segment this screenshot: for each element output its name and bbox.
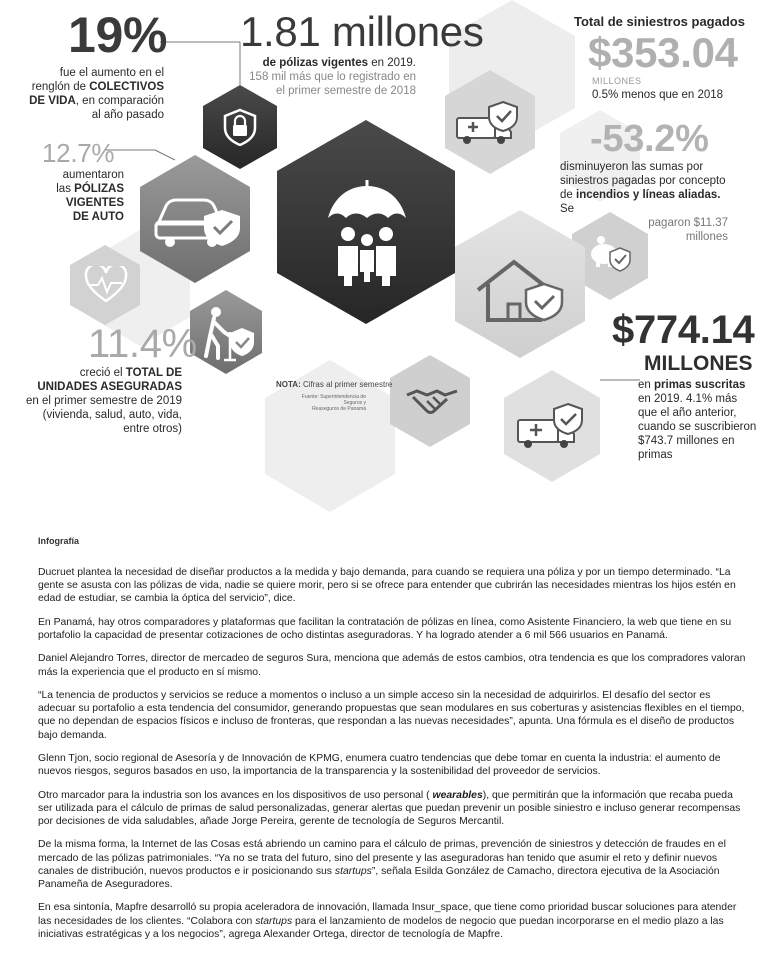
paragraph: Daniel Alejandro Torres, director de mercadeo de seguros Sura, menciona que además de estos cambios, otra tendencia es que los compradores valoran más la experiencia que el producto en sí mismo.	[38, 653, 746, 678]
stat-units-description	[20, 366, 182, 436]
stat-fire-description	[560, 160, 728, 244]
paragraph: “La tenencia de productos y servicios se reduce a momentos o incluso a un simple acceso sin la necesidad de adquirirlos. El desafío del sector es adecuar su portafolio a esta tendencia del consumidor, generando propuestas que sean modulares en sus coberturas y asistencias flexibles en el tiempo, que no dependan de espacios físicos e incluso de fronteras, que respondan a las nuevas necesidades”, apunta. Una fórmula es el diseño de productos bajo demanda.	[38, 689, 745, 741]
stat-fire-line: disminuyeron las sumas por	[560, 161, 704, 173]
note-source	[282, 394, 366, 412]
stat-auto-line	[20, 210, 124, 224]
text: Se	[560, 203, 575, 215]
umbrella-family-icon	[324, 178, 410, 288]
stat-premiums-line: en 2019. 4.1% más	[638, 393, 738, 405]
stat-auto-value: 12.7%	[42, 138, 115, 168]
note-source-line: Fuente: Superintendencia de Seguros y	[301, 394, 366, 406]
text: en	[638, 379, 654, 391]
emphasis: startups	[334, 865, 372, 877]
figure-caption: Infografía	[38, 536, 80, 546]
emphasis: primas suscritas	[654, 379, 746, 391]
stat-policies-line	[230, 56, 416, 70]
paragraph	[38, 838, 750, 891]
stat-life-value: 19%	[68, 7, 168, 63]
emphasis: COLECTIVOS	[89, 81, 164, 93]
text: ”, señala Esilda González de Camacho, directora ejecutiva de la Asociación Panameña de Aseguradores.	[38, 865, 720, 890]
article-body	[38, 566, 750, 951]
stat-fire-line: pagaron $11.37	[648, 217, 728, 229]
stat-claims-unit: MILLONES	[592, 76, 642, 86]
stat-units-value: 11.4%	[88, 322, 197, 366]
heart-health-icon	[84, 266, 128, 304]
text: para el lanzamiento de modelos de negocio que puedan incorporarse en el medio plazo a las iniciativas estratégicas y a los negocios”, agrega Alexander Ortega, director de tecnología de Mapfre.	[38, 915, 724, 940]
text: Otro marcador para la industria son los avances en los dispositivos de uso personal (	[38, 789, 433, 801]
stat-claims-note: 0.5% menos que en 2018	[592, 89, 724, 101]
stat-life-line	[24, 94, 164, 108]
text: de	[560, 189, 576, 201]
paragraph	[38, 789, 750, 829]
stat-auto-line: aumentaron	[62, 169, 124, 181]
emphasis: DE AUTO	[72, 211, 124, 223]
note-source-line: Reaseguros de Panamá	[312, 406, 366, 412]
stat-policies-line: el primer semestre de 2018	[276, 85, 416, 97]
emphasis: wearables	[432, 789, 483, 801]
stat-premiums-unit: MILLONES	[644, 352, 753, 375]
stat-fire-line: millones	[685, 231, 728, 243]
stat-life-description	[24, 66, 164, 122]
emphasis: PÓLIZAS	[74, 183, 124, 195]
paragraph: En Panamá, hay otros comparadores y plataformas que facilitan la contratación de pólizas en línea, como Asistente Financiero, la web que tiene en su portafolio la capacidad de presentar cotizaciones de ocho distintas aseguradoras. Y ha logrado atender a 6 mil 566 usuarios en Panamá.	[38, 616, 732, 641]
stat-fire-value: -53.2%	[590, 118, 709, 160]
stat-premiums-line: que el año anterior,	[638, 407, 737, 419]
note-label: NOTA:	[276, 380, 301, 389]
text: las	[56, 183, 75, 195]
text: renglón de	[31, 81, 90, 93]
stat-claims-title: Total de siniestros pagados	[574, 14, 745, 29]
emphasis: incendios y líneas aliadas.	[576, 189, 721, 201]
stat-life-line	[24, 80, 164, 94]
text: De la misma forma, la Internet de las Cosas está abriendo un camino para el cálculo de primas, prevención de siniestros y detección de fraudes en el mercado de las pólizas patrimoniales. “Ya no se trata del futuro, sino del presente y las aseguradoras han tenido que asumir el reto y definir nuevos canales de distribución, nuevos productos e ir posicionando sus	[38, 839, 726, 877]
stat-life-line: fue el aumento en el	[59, 67, 164, 79]
emphasis: VIGENTES	[65, 197, 124, 209]
stat-life-line: al año pasado	[91, 109, 164, 121]
paragraph: Ducruet plantea la necesidad de diseñar productos a la medida y bajo demanda, para cuando se requiera una póliza y por un tiempo determinado. “La gente se asusta con las pólizas de vida, nadie se quiere morir, pero si se ofrece para entender que cubrirán las necesidades mientras los hijos estén en edad de estudiar, se cambia la óptica del servicio”, dice.	[38, 567, 736, 605]
emphasis: startups	[255, 915, 293, 927]
stat-units-line	[20, 380, 182, 394]
stat-claims-value: $353.04	[588, 29, 738, 76]
paragraph: Glenn Tjon, socio regional de Asesoría y de Innovación de KPMG, enumera cuatro tendencias que debe tomar en cuenta la industria: el aumento de nuevos riesgos, seguros basados en uso, la importancia de la transparencia y la sostenibilidad del proveedor de servicios.	[38, 752, 721, 778]
stat-premiums-line: cuando se suscribieron	[638, 421, 757, 433]
car-shield-icon	[152, 190, 244, 248]
text: ), que permitirán que la información que recaba pueda ser utilizada para el cálculo de primas de salud personalizadas, generar alertas que puedan prevenir un posible siniestro e incluso generar recompensas por decisiones de vida saludables, añade Jorge Pereira, gerente de tecnología de Seguros Mercantil.	[38, 789, 741, 827]
stat-units-line: entre otros)	[123, 423, 182, 435]
text: , en comparación	[75, 95, 164, 107]
stat-units-line: (vivienda, salud, auto, vida,	[42, 409, 182, 421]
elderly-walker-shield-icon	[200, 306, 256, 364]
text: creció el	[79, 367, 126, 379]
stat-auto-description	[20, 168, 124, 224]
lock-shield-icon	[222, 108, 258, 146]
stat-auto-line	[20, 182, 124, 196]
stat-policies-description	[230, 56, 416, 98]
stat-fire-line	[560, 188, 728, 216]
stat-policies-value: 1.81 millones	[240, 8, 484, 55]
ambulance-shield-icon	[455, 100, 521, 150]
emphasis: de pólizas vigentes	[262, 57, 369, 69]
stat-units-line: en el primer semestre de 2019	[26, 395, 182, 407]
text: en 2019.	[368, 57, 416, 69]
stat-premiums-line	[638, 378, 768, 392]
emphasis: DE VIDA	[29, 95, 76, 107]
paragraph	[38, 901, 750, 941]
stat-auto-line	[20, 196, 124, 210]
emphasis: TOTAL DE	[125, 367, 182, 379]
emphasis: UNIDADES ASEGURADAS	[37, 381, 182, 393]
handshake-icon	[405, 385, 459, 421]
note	[276, 380, 392, 389]
stat-premiums-value: $774.14	[612, 308, 755, 352]
text: En esa sintonía, Mapfre desarrolló su propia aceleradora de innovación, llamada Insur_space, que tiene como prioridad buscar soluciones para atender las necesidades de los clientes. “Colabora con	[38, 902, 737, 927]
stat-policies-line: 158 mil más que lo registrado en	[249, 71, 416, 83]
stat-units-line	[20, 366, 182, 380]
note-text: Cifras al primer semestre	[300, 380, 393, 389]
stat-premiums-description	[638, 378, 768, 462]
ambulance-shield-icon	[516, 400, 586, 456]
stat-premiums-line: $743.7 millones en primas	[638, 435, 735, 461]
house-shield-icon	[474, 256, 566, 326]
stat-fire-line: siniestros pagadas por concepto	[560, 175, 726, 187]
